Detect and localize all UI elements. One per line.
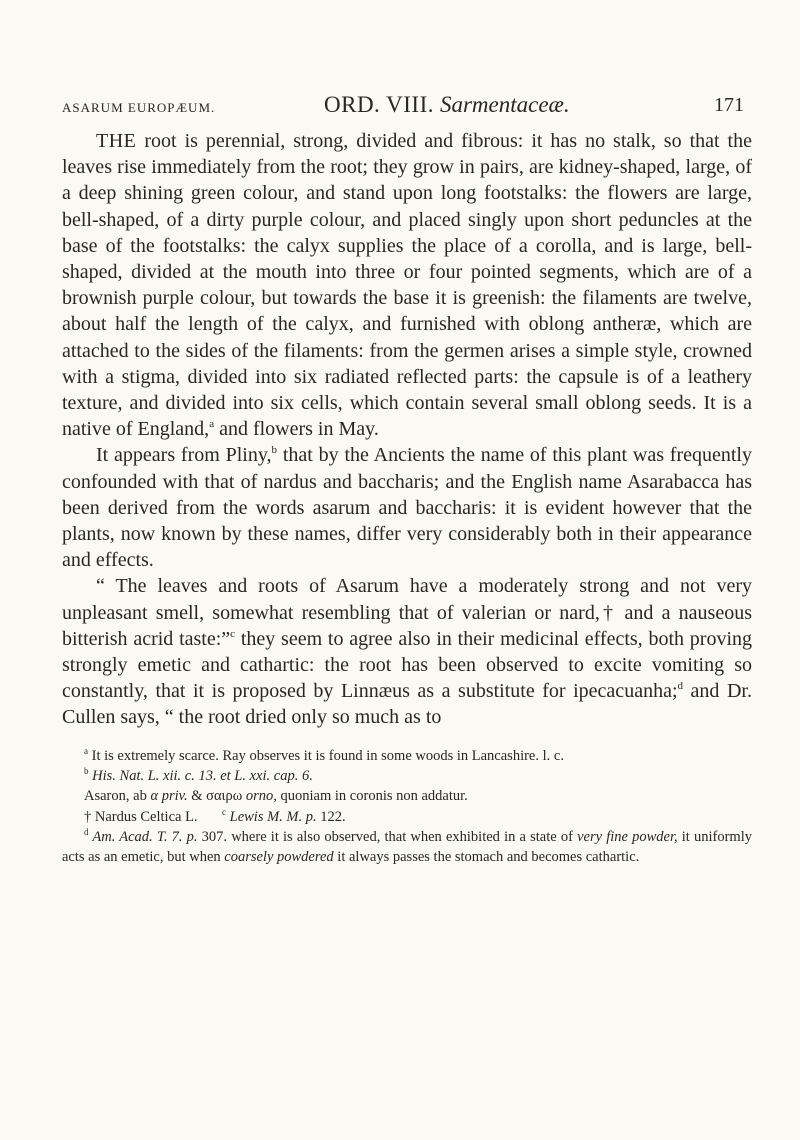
header-family: Sarmentaceæ. — [439, 92, 570, 117]
header-species: ASARUM EUROPÆUM. — [62, 100, 216, 115]
main-text — [62, 128, 752, 731]
paragraph-description: THE root is perennial, strong, divided and fibrous: it has no stalk, so that the leaves rise immediately from the root; they grow in pairs, are kidney-shaped, large, of a deep shining green colour, and stand upon long footstalks: the flowers are large, bell-shaped, of a dirty purple colour, and placed singly upon short peduncles at the base of the footstalks: the calyx supplies the place of a corolla, and is large, bell-shaped, divided at the mouth into three or four pointed segments, which are of a brownish purple colour, but towards the base it is greenish: the filaments are twelve, about half the length of the calyx, and furnished with oblong antheræ, which are attached to the sides of the filaments: from the germen arises a simple style, crowned with a stigma, divided into six radiated reflected parts: the capsule is of a leathery texture, and divided into six cells, which contain several small oblong seeds. It is a native of England,$^a$ and flowers in May. — [62, 130, 752, 441]
footnote-c: $^c$ Lewis M. M. p. 122. — [222, 806, 346, 825]
footnote-ref-a: a — [209, 418, 215, 431]
header-order-family — [324, 92, 570, 118]
footnote-ref-b: b — [271, 444, 278, 457]
footnotes — [62, 746, 752, 867]
header-order: ORD. VIII. — [324, 92, 434, 117]
paragraph-properties: “ The leaves and roots of Asarum have a moderately strong and not very unpleasant smell, somewhat resembling that of valerian or nard,† and a nauseous bitterish acrid taste:”$^c$ they seem to agree also in their medicinal effects, both proving strongly emetic and cathartic: the root has been observed to excite vomiting so constantly, that it is proposed by Linnæus as a substitute for ipecacuanha;$^d$ and Dr. Cullen says, “ the root dried only so much as to — [62, 575, 753, 729]
footnote-dagger: † Nardus Celtica L. — [84, 808, 198, 825]
footnote-ref-c: c — [230, 627, 236, 640]
footnote-b: $^b$ His. Nat. L. xii. c. 13. et L. xxi. cap. 6. — [84, 766, 313, 785]
footnote-d: $^d$ Am. Acad. T. 7. p. 307. where it is also observed, that when exhibited in a state of very fine powder, it uniformly acts as an emetic, but when coarsely powdered it always passes the stomach and becomes cathartic. — [62, 826, 752, 866]
footnote-asaron: Asaron, ab α priv. & σαιρω orno, quoniam in coronis non addatur. — [84, 788, 468, 805]
running-header — [62, 92, 744, 124]
footnote-a: $^a$ It is extremely scarce. Ray observes it is found in some woods in Lancashire. l. c. — [84, 746, 564, 764]
footnote-ref-d: d — [677, 680, 683, 693]
page-number: 171 — [714, 94, 744, 116]
paragraph-history: It appears from Pliny,$^b$ that by the Ancients the name of this plant was frequently confounded with that of nardus and baccharis; and the English name Asarabacca has been derived from the words asarum and baccharis: it is evident however that the plants, now known by these names, differ very considerably both in their appearance and effects. — [62, 444, 752, 572]
